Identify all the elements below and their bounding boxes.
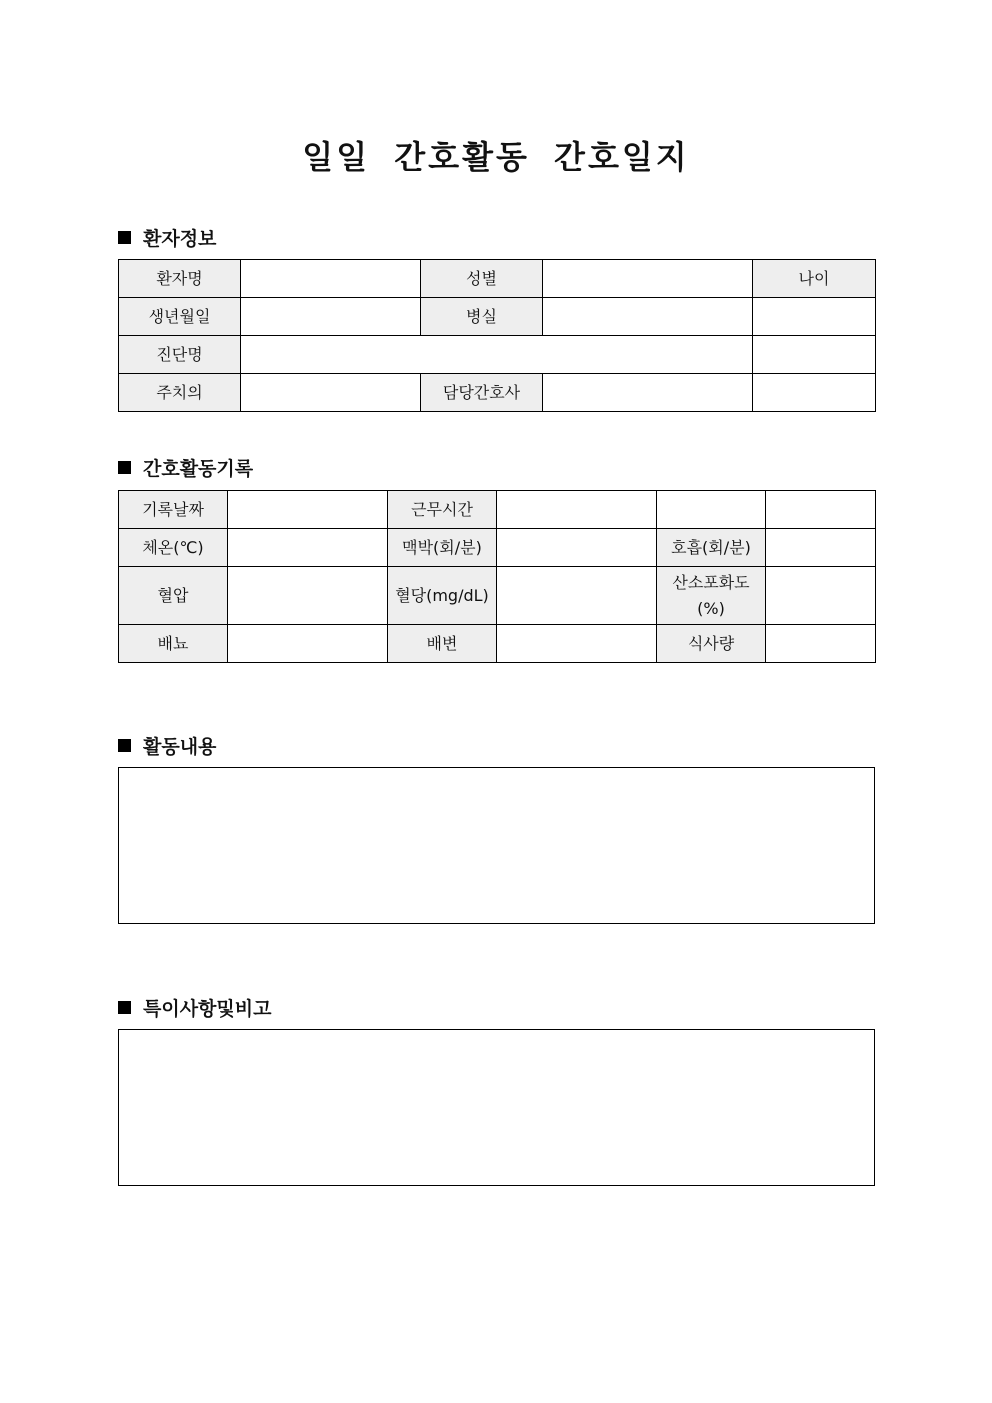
page-title: 일일 간호활동 간호일지 <box>302 138 690 176</box>
birthdate-label: 생년월일 <box>119 298 241 336</box>
oxygen-saturation-label: 산소포화도(%) <box>657 567 766 625</box>
respiration-field[interactable] <box>766 529 876 567</box>
patient-name-label: 환자명 <box>119 260 241 298</box>
shift-extra-field-2[interactable] <box>766 491 876 529</box>
record-date-field[interactable] <box>228 491 388 529</box>
age-label: 나이 <box>753 260 876 298</box>
gender-field[interactable] <box>543 260 753 298</box>
meal-intake-field[interactable] <box>766 625 876 663</box>
temperature-label: 체온(℃) <box>119 529 228 567</box>
urination-field[interactable] <box>228 625 388 663</box>
respiration-label: 호흡(회/분) <box>657 529 766 567</box>
ward-field[interactable] <box>543 298 753 336</box>
pulse-field[interactable] <box>497 529 657 567</box>
blood-glucose-field[interactable] <box>497 567 657 625</box>
extra-field-1[interactable] <box>753 336 876 374</box>
square-bullet-icon <box>118 739 131 752</box>
patient-name-field[interactable] <box>241 260 421 298</box>
patient-info-heading-label: 환자정보 <box>143 228 217 250</box>
attending-physician-label: 주치의 <box>119 374 241 412</box>
assigned-nurse-label: 담당간호사 <box>421 374 543 412</box>
nursing-record-table <box>118 490 876 663</box>
activity-heading-label: 활동내용 <box>143 736 217 758</box>
square-bullet-icon <box>118 461 131 474</box>
diagnosis-label: 진단명 <box>119 336 241 374</box>
nursing-record-heading <box>118 454 253 481</box>
remarks-heading <box>118 994 271 1021</box>
shift-extra-field-1[interactable] <box>657 491 766 529</box>
birthdate-field[interactable] <box>241 298 421 336</box>
age-field[interactable] <box>753 298 876 336</box>
pulse-label: 맥박(회/분) <box>388 529 497 567</box>
blood-glucose-label: 혈당(mg/dL) <box>388 567 497 625</box>
nursing-record-heading-label: 간호활동기록 <box>143 458 254 480</box>
blood-pressure-field[interactable] <box>228 567 388 625</box>
activity-heading <box>118 732 216 759</box>
remarks-box[interactable] <box>118 1029 875 1186</box>
urination-label: 배뇨 <box>119 625 228 663</box>
ward-label: 병실 <box>421 298 543 336</box>
assigned-nurse-field[interactable] <box>543 374 753 412</box>
bowel-movement-field[interactable] <box>497 625 657 663</box>
blood-pressure-label: 혈압 <box>119 567 228 625</box>
bowel-movement-label: 배변 <box>388 625 497 663</box>
gender-label: 성별 <box>421 260 543 298</box>
diagnosis-field[interactable] <box>241 336 753 374</box>
attending-physician-field[interactable] <box>241 374 421 412</box>
oxygen-saturation-field[interactable] <box>766 567 876 625</box>
square-bullet-icon <box>118 231 131 244</box>
shift-label: 근무시간 <box>388 491 497 529</box>
shift-field[interactable] <box>497 491 657 529</box>
temperature-field[interactable] <box>228 529 388 567</box>
meal-intake-label: 식사량 <box>657 625 766 663</box>
extra-field-2[interactable] <box>753 374 876 412</box>
remarks-heading-label: 특이사항및비고 <box>143 998 272 1020</box>
patient-info-table <box>118 259 876 412</box>
record-date-label: 기록날짜 <box>119 491 228 529</box>
square-bullet-icon <box>118 1001 131 1014</box>
patient-info-heading <box>118 224 216 251</box>
activity-content-box[interactable] <box>118 767 875 924</box>
